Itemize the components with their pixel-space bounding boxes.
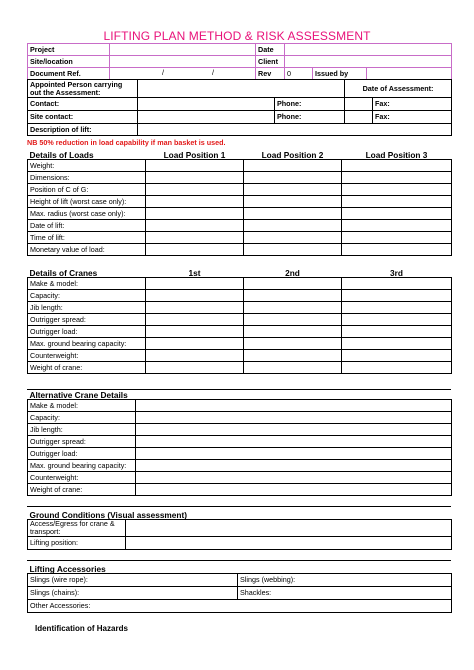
table-row bbox=[28, 587, 452, 600]
table-row bbox=[28, 600, 452, 613]
slings-webbing-field[interactable] bbox=[238, 574, 452, 587]
phone-cell-2 bbox=[275, 111, 345, 124]
row-label: Date of lift: bbox=[28, 220, 146, 232]
table-row bbox=[28, 232, 452, 244]
load-2-cell[interactable] bbox=[244, 196, 342, 208]
table-row bbox=[28, 160, 452, 172]
loads-table bbox=[27, 147, 452, 256]
date-of-assessment-label: Date of Assessment: bbox=[345, 80, 452, 98]
crane-3-cell[interactable] bbox=[342, 290, 452, 302]
fax-cell-2[interactable] bbox=[373, 111, 452, 124]
shackles-field[interactable] bbox=[238, 587, 452, 600]
row-label: Capacity: bbox=[28, 412, 136, 424]
load-3-cell[interactable] bbox=[342, 208, 452, 220]
alt-crane-field[interactable] bbox=[136, 400, 452, 412]
load-2-cell[interactable] bbox=[244, 232, 342, 244]
load-3-cell[interactable] bbox=[342, 220, 452, 232]
project-header-table bbox=[27, 43, 452, 80]
row-label: Make & model: bbox=[28, 278, 146, 290]
assessment-header-table bbox=[27, 79, 452, 136]
load-position-3-header: Load Position 3 bbox=[365, 150, 428, 160]
description-field[interactable] bbox=[138, 124, 452, 136]
row-label: Height of lift (worst case only): bbox=[28, 196, 146, 208]
alt-crane-field[interactable] bbox=[136, 412, 452, 424]
crane-1st-header: 1st bbox=[188, 268, 201, 278]
crane-2-cell[interactable] bbox=[244, 326, 342, 338]
row-label: Dimensions: bbox=[28, 172, 146, 184]
row-label: Counterweight: bbox=[28, 350, 146, 362]
table-row bbox=[28, 290, 452, 302]
lifting-accessories-table bbox=[27, 561, 452, 613]
other-accessories-label: Other Accessories: bbox=[30, 601, 91, 610]
row-label: Max. ground bearing capacity: bbox=[28, 338, 146, 350]
table-row bbox=[28, 302, 452, 314]
crane-2-cell[interactable] bbox=[244, 278, 342, 290]
man-basket-note: NB 50% reduction in load capability if man basket is used. bbox=[27, 138, 226, 147]
issued-by-field[interactable] bbox=[367, 68, 452, 80]
table-row bbox=[28, 362, 452, 374]
table-row bbox=[28, 472, 452, 484]
fax-label: Fax: bbox=[375, 99, 390, 108]
load-3-cell[interactable] bbox=[342, 196, 452, 208]
crane-3-cell[interactable] bbox=[342, 338, 452, 350]
load-3-cell[interactable] bbox=[342, 232, 452, 244]
load-1-cell[interactable] bbox=[146, 160, 244, 172]
slings-chains-label: Slings (chains): bbox=[30, 588, 80, 597]
doc-ref-separator: / bbox=[162, 68, 164, 77]
phone-label: Phone: bbox=[277, 99, 302, 108]
slings-chains-field[interactable] bbox=[28, 587, 238, 600]
alt-crane-field[interactable] bbox=[136, 448, 452, 460]
table-row bbox=[28, 184, 452, 196]
table-row bbox=[28, 338, 452, 350]
crane-1-cell[interactable] bbox=[146, 338, 244, 350]
cranes-heading: Details of Cranes bbox=[29, 268, 98, 278]
load-2-cell[interactable] bbox=[244, 160, 342, 172]
alt-crane-field[interactable] bbox=[136, 424, 452, 436]
load-2-cell[interactable] bbox=[244, 184, 342, 196]
rev-field[interactable]: 0 bbox=[285, 68, 313, 80]
table-row bbox=[28, 484, 452, 496]
crane-2-cell[interactable] bbox=[244, 314, 342, 326]
row-label: Outrigger load: bbox=[28, 448, 136, 460]
crane-3-cell[interactable] bbox=[342, 326, 452, 338]
project-label: Project bbox=[28, 44, 110, 56]
alt-crane-field[interactable] bbox=[136, 472, 452, 484]
crane-3rd-header: 3rd bbox=[390, 268, 403, 278]
crane-2-cell[interactable] bbox=[244, 362, 342, 374]
fax-cell[interactable] bbox=[373, 98, 452, 111]
load-2-cell[interactable] bbox=[244, 172, 342, 184]
slings-webbing-label: Slings (webbing): bbox=[240, 575, 296, 584]
row-label: Make & model: bbox=[28, 400, 136, 412]
date-label: Date bbox=[256, 44, 285, 56]
hazards-heading: Identification of Hazards bbox=[35, 624, 128, 633]
alt-crane-table bbox=[27, 387, 452, 496]
table-row bbox=[28, 220, 452, 232]
table-row bbox=[28, 196, 452, 208]
table-row bbox=[28, 326, 452, 338]
phone-label-2: Phone: bbox=[277, 112, 302, 121]
table-row bbox=[28, 412, 452, 424]
table-row bbox=[28, 460, 452, 472]
load-3-cell[interactable] bbox=[342, 244, 452, 256]
row-label: Lifting position: bbox=[28, 537, 126, 550]
rev-label: Rev bbox=[256, 68, 285, 80]
lifting-accessories-heading: Lifting Accessories bbox=[29, 564, 106, 574]
load-3-cell[interactable] bbox=[342, 184, 452, 196]
crane-3-cell[interactable] bbox=[342, 302, 452, 314]
table-row bbox=[28, 520, 452, 537]
site-location-field[interactable] bbox=[110, 56, 256, 68]
row-label: Counterweight: bbox=[28, 472, 136, 484]
client-label: Client bbox=[256, 56, 285, 68]
load-position-1-header: Load Position 1 bbox=[163, 150, 226, 160]
row-label: Outrigger spread: bbox=[28, 436, 136, 448]
row-label: Outrigger load: bbox=[28, 326, 146, 338]
row-label: Max. ground bearing capacity: bbox=[28, 460, 136, 472]
alt-crane-field[interactable] bbox=[136, 460, 452, 472]
fax-label-2: Fax: bbox=[375, 112, 390, 121]
load-1-cell[interactable] bbox=[146, 220, 244, 232]
table-row bbox=[28, 574, 452, 587]
load-2-cell[interactable] bbox=[244, 208, 342, 220]
row-label: Max. radius (worst case only): bbox=[28, 208, 146, 220]
crane-1-cell[interactable] bbox=[146, 362, 244, 374]
table-row bbox=[28, 278, 452, 290]
alt-crane-heading: Alternative Crane Details bbox=[29, 390, 128, 400]
table-row bbox=[28, 350, 452, 362]
crane-2nd-header: 2nd bbox=[285, 268, 300, 278]
phone-cell bbox=[275, 98, 345, 111]
cranes-table bbox=[27, 265, 452, 374]
load-1-cell[interactable] bbox=[146, 232, 244, 244]
load-1-cell[interactable] bbox=[146, 208, 244, 220]
row-label: Position of C of G: bbox=[28, 184, 146, 196]
load-position-2-header: Load Position 2 bbox=[261, 150, 324, 160]
table-row bbox=[28, 172, 452, 184]
alt-crane-field[interactable] bbox=[136, 484, 452, 496]
crane-3-cell[interactable] bbox=[342, 278, 452, 290]
shackles-label: Shackles: bbox=[240, 588, 272, 597]
date-field[interactable] bbox=[285, 44, 452, 56]
table-row bbox=[28, 436, 452, 448]
load-1-cell[interactable] bbox=[146, 172, 244, 184]
other-accessories-field[interactable] bbox=[28, 600, 452, 613]
row-label: Outrigger spread: bbox=[28, 314, 146, 326]
load-2-cell[interactable] bbox=[244, 244, 342, 256]
table-row bbox=[28, 537, 452, 550]
loads-heading: Details of Loads bbox=[29, 150, 94, 160]
row-label: Weight: bbox=[28, 160, 146, 172]
ground-conditions-heading: Ground Conditions (Visual assessment) bbox=[29, 510, 188, 520]
page-title: LIFTING PLAN METHOD & RISK ASSESSMENT bbox=[103, 29, 371, 43]
crane-2-cell[interactable] bbox=[244, 290, 342, 302]
row-label: Weight of crane: bbox=[28, 362, 146, 374]
slings-wire-field[interactable] bbox=[28, 574, 238, 587]
site-contact-field[interactable] bbox=[138, 111, 275, 124]
load-1-cell[interactable] bbox=[146, 184, 244, 196]
document-ref-field[interactable] bbox=[110, 68, 256, 80]
row-label: Time of lift: bbox=[28, 232, 146, 244]
ground-conditions-table bbox=[27, 507, 452, 550]
appointed-person-field[interactable] bbox=[138, 80, 345, 98]
contact-field[interactable] bbox=[138, 98, 275, 111]
crane-2-cell[interactable] bbox=[244, 302, 342, 314]
crane-3-cell[interactable] bbox=[342, 314, 452, 326]
phone-field-2[interactable] bbox=[345, 111, 373, 124]
load-2-cell[interactable] bbox=[244, 220, 342, 232]
phone-field[interactable] bbox=[345, 98, 373, 111]
load-3-cell[interactable] bbox=[342, 172, 452, 184]
crane-1-cell[interactable] bbox=[146, 314, 244, 326]
row-label: Jib length: bbox=[28, 424, 136, 436]
appointed-person-label: Appointed Person carrying out the Assessment: bbox=[28, 80, 138, 98]
client-field[interactable] bbox=[285, 56, 452, 68]
crane-1-cell[interactable] bbox=[146, 290, 244, 302]
table-row bbox=[28, 448, 452, 460]
alt-crane-field[interactable] bbox=[136, 436, 452, 448]
site-contact-label: Site contact: bbox=[28, 111, 138, 124]
lifting-position-field[interactable] bbox=[126, 537, 452, 550]
slings-wire-label: Slings (wire rope): bbox=[30, 575, 88, 584]
crane-2-cell[interactable] bbox=[244, 338, 342, 350]
table-row bbox=[28, 314, 452, 326]
access-egress-field[interactable] bbox=[126, 520, 452, 537]
row-label: Capacity: bbox=[28, 290, 146, 302]
row-label: Access/Egress for crane & transport: bbox=[28, 520, 126, 537]
table-row bbox=[28, 244, 452, 256]
doc-ref-separator: / bbox=[212, 68, 214, 77]
table-row bbox=[28, 400, 452, 412]
description-label: Description of lift: bbox=[28, 124, 138, 136]
load-1-cell[interactable] bbox=[146, 196, 244, 208]
row-label: Weight of crane: bbox=[28, 484, 136, 496]
table-row bbox=[28, 208, 452, 220]
crane-3-cell[interactable] bbox=[342, 362, 452, 374]
crane-1-cell[interactable] bbox=[146, 278, 244, 290]
row-label: Monetary value of load: bbox=[28, 244, 146, 256]
contact-label: Contact: bbox=[28, 98, 138, 111]
crane-2-cell[interactable] bbox=[244, 350, 342, 362]
load-3-cell[interactable] bbox=[342, 160, 452, 172]
crane-1-cell[interactable] bbox=[146, 326, 244, 338]
table-row bbox=[28, 424, 452, 436]
load-1-cell[interactable] bbox=[146, 244, 244, 256]
document-ref-label: Document Ref. bbox=[28, 68, 110, 80]
crane-3-cell[interactable] bbox=[342, 350, 452, 362]
site-location-label: Site/location bbox=[28, 56, 110, 68]
crane-1-cell[interactable] bbox=[146, 350, 244, 362]
issued-by-label: Issued by bbox=[313, 68, 367, 80]
row-label: Jib length: bbox=[28, 302, 146, 314]
project-field[interactable] bbox=[110, 44, 256, 56]
crane-1-cell[interactable] bbox=[146, 302, 244, 314]
